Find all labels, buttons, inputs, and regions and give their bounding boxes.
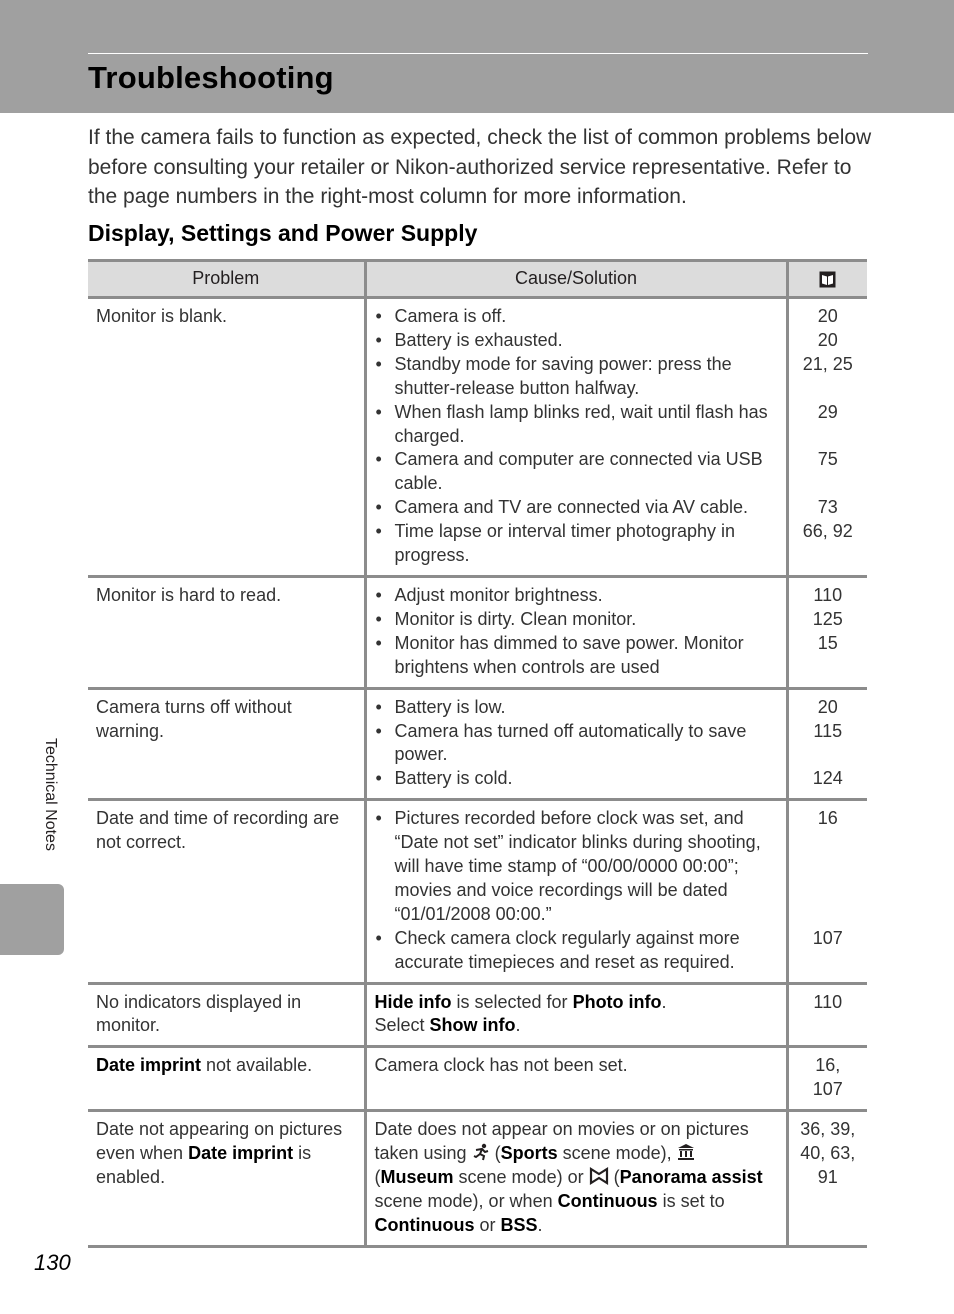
solution-cell [365,576,787,688]
show-info-term: Show info [429,1015,516,1036]
page-reference: 110 [813,991,843,1012]
page-reference [797,472,860,496]
table-header-row [88,261,867,298]
page-reference-cell [787,298,867,577]
page-reference-cell [787,1047,867,1111]
table-row [88,1111,867,1247]
solution-cell [365,298,787,577]
solution-item: • Pictures recorded before clock was set, and “Date not set” indicator blinks during shooting, will have time stamp of “00/00/0000 00:00”; movies and voice recordings will be dated “01/01/2008 00:00.” [375,807,778,927]
solution-text: Select [374,1015,430,1036]
header-rule [88,53,868,54]
date-imprint-term: Date imprint [188,1143,294,1164]
problem-cell: Monitor is hard to read. [88,576,365,688]
solution-cell [365,983,787,1047]
page-reference-cell [787,576,867,688]
panorama-assist-term: Panorama assist [619,1167,763,1187]
page-reference: 91 [817,1167,838,1187]
solution-cell [365,688,787,800]
table-row [88,688,867,800]
panorama-assist-icon [589,1167,609,1185]
solution-text: is selected for [451,991,573,1012]
page-reference [797,831,860,855]
table-row [88,800,867,983]
problem-text: Date not appearing on pictures even when [96,1119,343,1164]
solution-item: • Standby mode for saving power: press the shutter-release button halfway. [375,353,778,401]
page-reference: 36, 39, [800,1119,856,1140]
page-reference [797,377,860,401]
solution-text: ( [608,1167,620,1187]
page-reference: 16 [817,808,838,829]
page-reference: 16, [815,1055,841,1076]
sports-term: Sports [500,1143,558,1164]
solution-text: or [474,1214,501,1235]
page-reference: 40, 63, [800,1143,856,1164]
solution-text: . [515,1015,521,1036]
troubleshooting-table [88,259,867,1248]
page-reference: 20 [817,696,838,717]
page-reference: 66, 92 [802,521,853,542]
museum-term: Museum [380,1167,454,1187]
problem-cell [88,1111,365,1247]
page-reference-cell [787,1111,867,1247]
page-reference: 124 [812,768,843,789]
solution-text: ( [374,1167,381,1187]
problem-cell: Date and time of recording are not correct. [88,800,365,983]
page-reference: 21, 25 [802,353,853,374]
page-reference: 107 [812,1079,843,1100]
book-page-reference-icon [819,271,836,288]
page-reference [797,743,860,767]
page-reference: 75 [817,449,838,470]
solution-item: • When flash lamp blinks red, wait until flash has charged. [375,401,778,449]
page-reference [797,879,860,903]
solution-item: • Battery is exhausted. [375,329,778,353]
solution-text: . [537,1214,543,1235]
solution-text: ( [489,1143,501,1164]
problem-cell [88,1047,365,1111]
solution-item: • Camera is off. [375,305,778,329]
solution-text: scene mode), or when [374,1190,558,1211]
intro-paragraph: If the camera fails to function as expected, check the list of common problems below before consulting your retailer or Nikon-authorized service representative. Refer to the page numbers in the right-most column for more information. [88,126,872,208]
bss-option: BSS [500,1214,538,1235]
header-band [0,0,954,113]
page-reference: 125 [812,608,843,629]
solution-cell [365,1111,787,1247]
page-number: 130 [34,1250,71,1275]
page-title: Troubleshooting [88,60,334,95]
continuous-term: Continuous [557,1190,658,1211]
page-reference [797,855,860,879]
column-header-solution: Cause/Solution [365,261,787,298]
page-reference: 29 [817,401,838,422]
page-reference [797,425,860,449]
problem-cell: No indicators displayed in monitor. [88,983,365,1047]
page-reference-cell [787,983,867,1047]
column-header-pages [787,261,867,298]
solution-item: • Time lapse or interval timer photography in progress. [375,520,778,568]
section-title: Display, Settings and Power Supply [88,220,478,246]
solution-text: scene mode) or [453,1167,589,1187]
page-reference: 20 [817,306,838,326]
page-reference: 107 [812,927,843,948]
solution-text: is set to [657,1190,725,1211]
table-row [88,576,867,688]
solution-item: • Battery is cold. [375,767,778,791]
continuous-option: Continuous [374,1214,475,1235]
solution-item: • Adjust monitor brightness. [375,584,778,608]
problem-cell: Monitor is blank. [88,298,365,577]
solution-cell [365,800,787,983]
page-reference: 15 [817,632,838,653]
page-reference: 73 [817,497,838,518]
solution-item: • Battery is low. [375,696,778,720]
page-reference-cell [787,688,867,800]
solution-item: • Camera and TV are connected via AV cable. [375,496,778,520]
photo-info-term: Photo info [572,991,662,1012]
page-reference: 115 [813,720,843,741]
solution-cell: Camera clock has not been set. [365,1047,787,1111]
solution-text: . [661,991,667,1012]
solution-item: • Monitor is dirty. Clean monitor. [375,608,778,632]
solution-item: • Camera and computer are connected via USB cable. [375,448,778,496]
side-tab-label: Technical Notes [42,738,59,851]
table-row [88,1047,867,1111]
page-reference-cell [787,800,867,983]
solution-text: scene mode), [557,1143,677,1164]
table-row [88,298,867,577]
solution-item: • Monitor has dimmed to save power. Monitor brightens when controls are used [375,632,778,680]
page-reference: 110 [813,584,843,605]
page-reference: 20 [817,329,838,350]
date-imprint-term: Date imprint [96,1055,202,1076]
problem-text: is enabled. [96,1143,312,1187]
side-tab-marker [0,884,64,955]
problem-cell: Camera turns off without warning. [88,688,365,800]
problem-text: not available. [201,1055,313,1076]
hide-info-term: Hide info [374,991,452,1012]
sports-scene-icon [472,1143,490,1161]
table-row [88,983,867,1047]
page-reference [797,903,860,927]
solution-item: • Check camera clock regularly against more accurate timepieces and reset as required. [375,927,778,975]
column-header-problem: Problem [88,261,365,298]
museum-scene-icon [677,1143,695,1161]
solution-text: Date does not appear on movies or on pictures taken using [374,1119,749,1164]
solution-item: • Camera has turned off automatically to save power. [375,720,778,768]
